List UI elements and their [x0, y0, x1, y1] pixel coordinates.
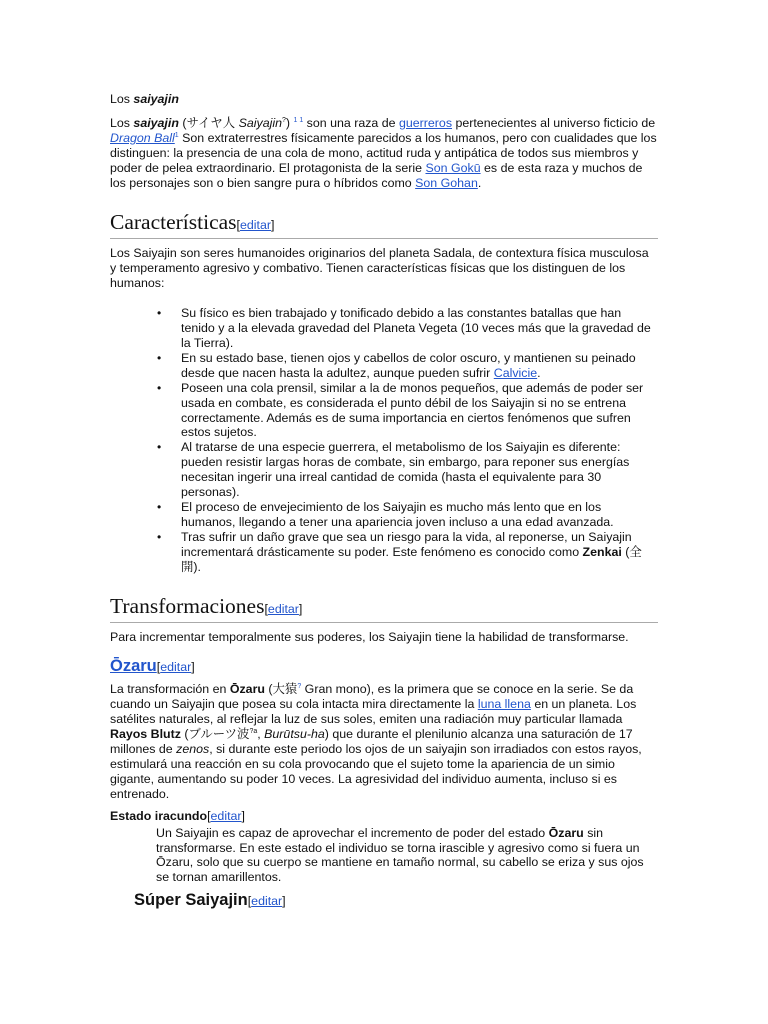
intro-text: es de esta raza y muchos de los personajes son o bien sangre pura o híbridos como: [110, 160, 643, 190]
caracteristicas-paragraph: Los Saiyajin son seres humanoides originarios del planeta Sadala, de contextura física musculosa y temperamento agresivo y combativo. Tienen características físicas que los distinguen de los humanos:: [110, 246, 649, 291]
intro-sup: ?: [282, 116, 286, 124]
ozaru-sup: ?a: [249, 728, 258, 736]
list-item-text: Poseen una cola prensil, similar a la de monos pequeños, que además de poder ser usada en combate, es considerada el punto débil de los Saiyajin si no se entrena correctamente. Además es de suma importancia en ciertos fenómenos que sufren estos sujetos.: [181, 380, 644, 440]
list-item: [181, 381, 658, 441]
heading-text: Transformaciones: [110, 594, 265, 619]
ozaru-italic: zenos: [176, 742, 210, 756]
ozaru-heading-link[interactable]: Ōzaru: [110, 657, 157, 676]
footnote-link[interactable]: 1: [174, 131, 179, 139]
ozaru-text: (大猿: [264, 682, 298, 697]
intro-text: Son extraterrestres físicamente parecidos a los humanos, pero con cualidades que los distinguen: la presencia de una cola de mono, actitud ruda y antipática de todos sus miembros y poder de pelea extraordinario. El protagonista de la serie: [110, 130, 657, 175]
transformaciones-paragraph: Para incrementar temporalmente sus poderes, los Saiyajin tiene la habilidad de transformarse.: [110, 630, 629, 645]
intro-text: (サイヤ人: [178, 115, 239, 130]
edit-section-link[interactable]: [editar]: [207, 808, 245, 823]
zenkai-bold: Zenkai: [582, 544, 622, 559]
list-item-text: Tras sufrir un daño grave que sea un riesgo para la vida, al reponerse, un Saiyajin incrementará drásticamente su poder. Este fenómeno es conocido como: [181, 529, 632, 559]
edit-link[interactable]: editar: [267, 602, 299, 617]
intro-italic: Saiyajin: [238, 115, 283, 130]
link-dragon-ball[interactable]: Dragon Ball: [110, 130, 175, 145]
intro-paragraph: [110, 116, 658, 191]
ozaru-text: ) que durante el plenilunio alcanza una saturación de 17 millones de: [110, 727, 633, 756]
iracundo-text: sin transformarse. En este estado el individuo se torna irascible y agresivo como si fuera un Ōzaru, solo que su cuerpo se mantiene en tamaño normal, su cabello se eriza y sus ojos se tornan amarillentos.: [156, 825, 644, 885]
footnote-link[interactable]: ?: [297, 683, 302, 691]
title-bold: saiyajin: [133, 92, 179, 106]
ozaru-text: ,: [257, 727, 265, 742]
title-prefix: Los: [110, 92, 134, 106]
article-title: [110, 92, 658, 107]
footnote-link[interactable]: 1 1: [293, 116, 304, 124]
ozaru-text: Gran mono), es la primera que se conoce en la serie. Se da cuando un Saiyajin que posea su cola intacta mira directamente la: [110, 682, 634, 712]
link-calvicie[interactable]: Calvicie: [493, 365, 538, 380]
iracundo-text: Un Saiyajin es capaz de aprovechar el incremento de poder del estado: [156, 825, 549, 840]
intro-bold: saiyajin: [133, 115, 179, 130]
link-guerreros[interactable]: guerreros: [398, 115, 453, 130]
article: [110, 92, 658, 911]
ozaru-text: , si durante este periodo los ojos de un saiyajin son irradiados con estos rayos, estimulará una reacción en su cola provocando que el sujeto tome la apariencia de un simio gigante, aumentando su poder 10 veces. La agresividad del individuo aumenta, incluso si es entrenado.: [110, 742, 642, 801]
ozaru-italic: Burūtsu-ha: [264, 727, 325, 742]
list-item: [181, 440, 658, 500]
intro-text: .: [477, 175, 482, 190]
iracundo-bold: Ōzaru: [548, 825, 584, 840]
list-item-text: En su estado base, tienen ojos y cabellos de color oscuro, y mantienen su peinado desde que nacen hasta la adultez, aunque pueden sufrir: [181, 350, 636, 380]
intro-text: Los: [110, 115, 134, 130]
edit-section-link[interactable]: [editar]: [247, 894, 286, 909]
link-son-goku[interactable]: Son Gokū: [425, 160, 481, 175]
list-item-text: .: [537, 365, 541, 380]
link-luna-llena[interactable]: luna llena: [477, 697, 531, 712]
heading-text: Súper Saiyajin: [134, 891, 248, 910]
iracundo-paragraph: [110, 826, 658, 886]
section-heading-transformaciones: [110, 594, 658, 623]
list-item-text: Al tratarse de una especie guerrera, el metabolismo de los Saiyajin es diferente: pueden resistir largas horas de combate, sin embargo, para reponer sus energías necesitan ingerir una irreal cantidad de comida (hasta el equivalente para 30 personas).: [181, 440, 630, 500]
intro-text: ): [285, 115, 294, 130]
ozaru-text: en un planeta. Los satélites naturales, al reflejar la luz de sus soles, emiten una radiación muy particular llamada: [110, 697, 637, 727]
list-item-text: Su físico es bien trabajado y tonificado debido a las constantes batallas que han tenido y a la elevada gravedad del Planeta Vegeta (10 veces más que la gravedad de la Tierra).: [181, 306, 651, 350]
heading-text: Estado iracundo: [110, 808, 208, 823]
list-item-text: El proceso de envejecimiento de los Saiyajin es mucho más lento que en los humanos, llegando a tener una apariencia joven incluso a una edad avanzada.: [181, 499, 614, 529]
edit-section-link[interactable]: [editar]: [156, 660, 195, 675]
rayos-blutz-bold: Rayos Blutz: [110, 727, 181, 742]
ozaru-text: La transformación en: [110, 682, 230, 697]
link-son-gohan[interactable]: Son Gohan: [415, 175, 478, 190]
edit-link[interactable]: editar: [210, 808, 242, 823]
list-item-text: (全開).: [181, 544, 642, 574]
list-item: [181, 500, 658, 530]
list-item: [181, 306, 658, 351]
caracteristicas-list: [110, 306, 658, 574]
intro-text: pertenecientes al universo ficticio de: [452, 115, 656, 130]
edit-section-link[interactable]: [editar]: [236, 218, 275, 233]
ozaru-text: (ブルーツ波: [180, 727, 250, 742]
subsection-heading-estado-iracundo: [110, 809, 658, 824]
heading-text: Características: [110, 210, 237, 235]
edit-section-link[interactable]: [editar]: [264, 602, 303, 617]
ozaru-bold: Ōzaru: [229, 682, 265, 697]
edit-link[interactable]: editar: [240, 218, 271, 233]
list-item: [181, 530, 658, 575]
ozaru-paragraph: [110, 682, 658, 801]
subsection-heading-ozaru: [110, 657, 658, 676]
subsection-heading-super-saiyajin: [134, 890, 658, 911]
section-heading-caracteristicas: [110, 210, 658, 239]
edit-link[interactable]: editar: [251, 894, 283, 909]
list-item: [181, 351, 658, 381]
intro-text: son una raza de: [303, 115, 399, 130]
edit-link[interactable]: editar: [160, 660, 192, 675]
